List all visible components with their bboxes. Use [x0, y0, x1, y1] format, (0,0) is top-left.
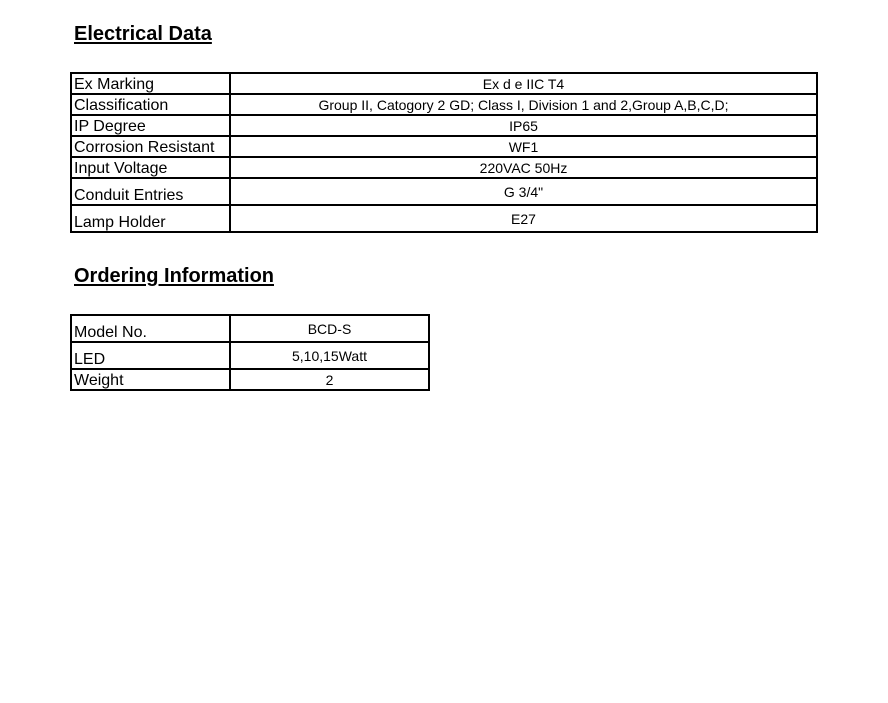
electrical-data-heading: Electrical Data	[74, 23, 212, 45]
row-label: Ex Marking	[71, 73, 230, 94]
row-value: 5,10,15Watt	[230, 342, 429, 369]
table-row	[71, 342, 429, 369]
table-row	[71, 73, 817, 94]
row-label: Corrosion Resistant	[71, 136, 230, 157]
ordering-information-table	[70, 314, 430, 391]
table-row	[71, 205, 817, 232]
table-row	[71, 94, 817, 115]
row-value: 220VAC 50Hz	[230, 157, 817, 178]
row-label: Weight	[71, 369, 230, 390]
row-label: Lamp Holder	[71, 205, 230, 232]
row-value: 2	[230, 369, 429, 390]
row-value: WF1	[230, 136, 817, 157]
row-label: IP Degree	[71, 115, 230, 136]
table-row	[71, 157, 817, 178]
table-row	[71, 115, 817, 136]
row-label: Model No.	[71, 315, 230, 342]
row-label: Classification	[71, 94, 230, 115]
table-row	[71, 369, 429, 390]
table-row	[71, 136, 817, 157]
ordering-information-heading: Ordering Information	[74, 265, 274, 287]
electrical-data-table	[70, 72, 818, 233]
row-value: IP65	[230, 115, 817, 136]
row-value: G 3/4"	[230, 178, 817, 205]
row-label: Conduit Entries	[71, 178, 230, 205]
row-value: Group II, Catogory 2 GD; Class I, Division 1 and 2,Group A,B,C,D;	[230, 94, 817, 115]
row-value: Ex d e IIC T4	[230, 73, 817, 94]
row-label: LED	[71, 342, 230, 369]
row-label: Input Voltage	[71, 157, 230, 178]
table-row	[71, 178, 817, 205]
row-value: BCD-S	[230, 315, 429, 342]
table-row	[71, 315, 429, 342]
row-value: E27	[230, 205, 817, 232]
